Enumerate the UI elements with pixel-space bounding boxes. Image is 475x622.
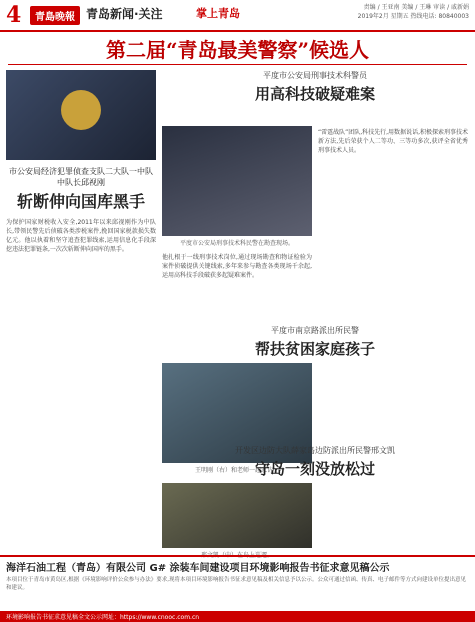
right-top-label: 平度市公安局刑事技术科警员 bbox=[263, 71, 367, 80]
block2-caption: 王明刚（右）和老师一起家访。 bbox=[194, 467, 279, 474]
ad-title: 海洋石油工程（青岛）有限公司 G# 涂装车间建设项目环境影响报告书征求意见稿公示 bbox=[6, 563, 390, 574]
left-intro: 市公安局经济犯罪侦查支队二大队一中队中队长邱视刚 bbox=[9, 167, 153, 187]
block3-article bbox=[162, 445, 468, 559]
police-badge-icon bbox=[61, 90, 101, 130]
lab-photo bbox=[162, 126, 312, 236]
page-header bbox=[0, 0, 475, 32]
right-top-article bbox=[162, 70, 468, 279]
portrait-photo bbox=[6, 70, 156, 160]
block3-caption: 邢文凯（中）在岛上巡逻。 bbox=[200, 552, 273, 559]
divider bbox=[8, 64, 467, 65]
app-logo: 掌上青岛 bbox=[196, 7, 240, 20]
public-notice-ad bbox=[0, 555, 475, 622]
block3-title: 守岛一刻没放松过 bbox=[254, 460, 375, 478]
header-meta bbox=[358, 3, 469, 21]
block2-title: 帮扶贫困家庭孩子 bbox=[254, 340, 375, 358]
right-col-a-text: 他扎根于一线刑事技术岗位,通过现场勘查和物证检验为案件侦破提供关键线索,多年来参与勘查各类现场千余起,运用高科技手段破获多起疑难案件。 bbox=[162, 254, 312, 279]
ad-footer: 环境影响报告书征求意见稿全文公示网址：https://www.cnooc.com.cn bbox=[0, 611, 475, 622]
section-title: 青岛新闻·关注 bbox=[86, 7, 163, 21]
main-headline: 第二届“青岛最美警察”候选人 bbox=[105, 38, 369, 62]
left-article bbox=[6, 70, 156, 254]
ad-text: 本项目位于青岛市黄岛区,根据《环境影响评价公众参与办法》要求,现将本项目环境影响报告书征求意见稿及相关信息予以公示。公众可通过信函、传真、电子邮件等方式向建设单位提出意见和建议。 bbox=[6, 577, 467, 591]
block2-label: 平度市南京路派出所民警 bbox=[271, 326, 359, 335]
paper-logo: 青島晚報 bbox=[30, 6, 80, 25]
left-body: 为保护国家财税收入安全,2011年以来邱视刚作为中队长,带领民警先后侦破各类涉税案件,挽回国家税款损失数亿元。他以执着和坚守追查犯罪线索,运用信息化手段深挖违法犯罪链条,一次次斩断伸向国库的黑手。 bbox=[6, 219, 156, 253]
block3-photo bbox=[162, 483, 312, 548]
right-top-title: 用高科技破疑难案 bbox=[254, 85, 375, 103]
right-col-b bbox=[318, 122, 468, 155]
page-number: 4 bbox=[6, 2, 22, 28]
issue-date: 2019年2月 星期五 热线电话: 80840003 bbox=[357, 13, 469, 20]
lab-photo-caption: 平度市公安局刑事技术科民警在勘查现场。 bbox=[179, 240, 294, 247]
editors: 责编 / 王亚南 美编 / 王琳 审读 / 戚新娟 bbox=[363, 4, 469, 11]
left-title: 斩断伸向国库黑手 bbox=[16, 192, 145, 211]
right-col-b-text: “雷霆战队”团队,科技先行,用数据说话,积极探索刑事技术新方法,先后荣获个人二等功、三等功多次,获评全省优秀刑事技术人员。 bbox=[318, 129, 468, 154]
block3-label: 开发区边防大队薛家岛边防派出所民警邢文凯 bbox=[235, 446, 395, 455]
right-col-a bbox=[162, 122, 312, 280]
